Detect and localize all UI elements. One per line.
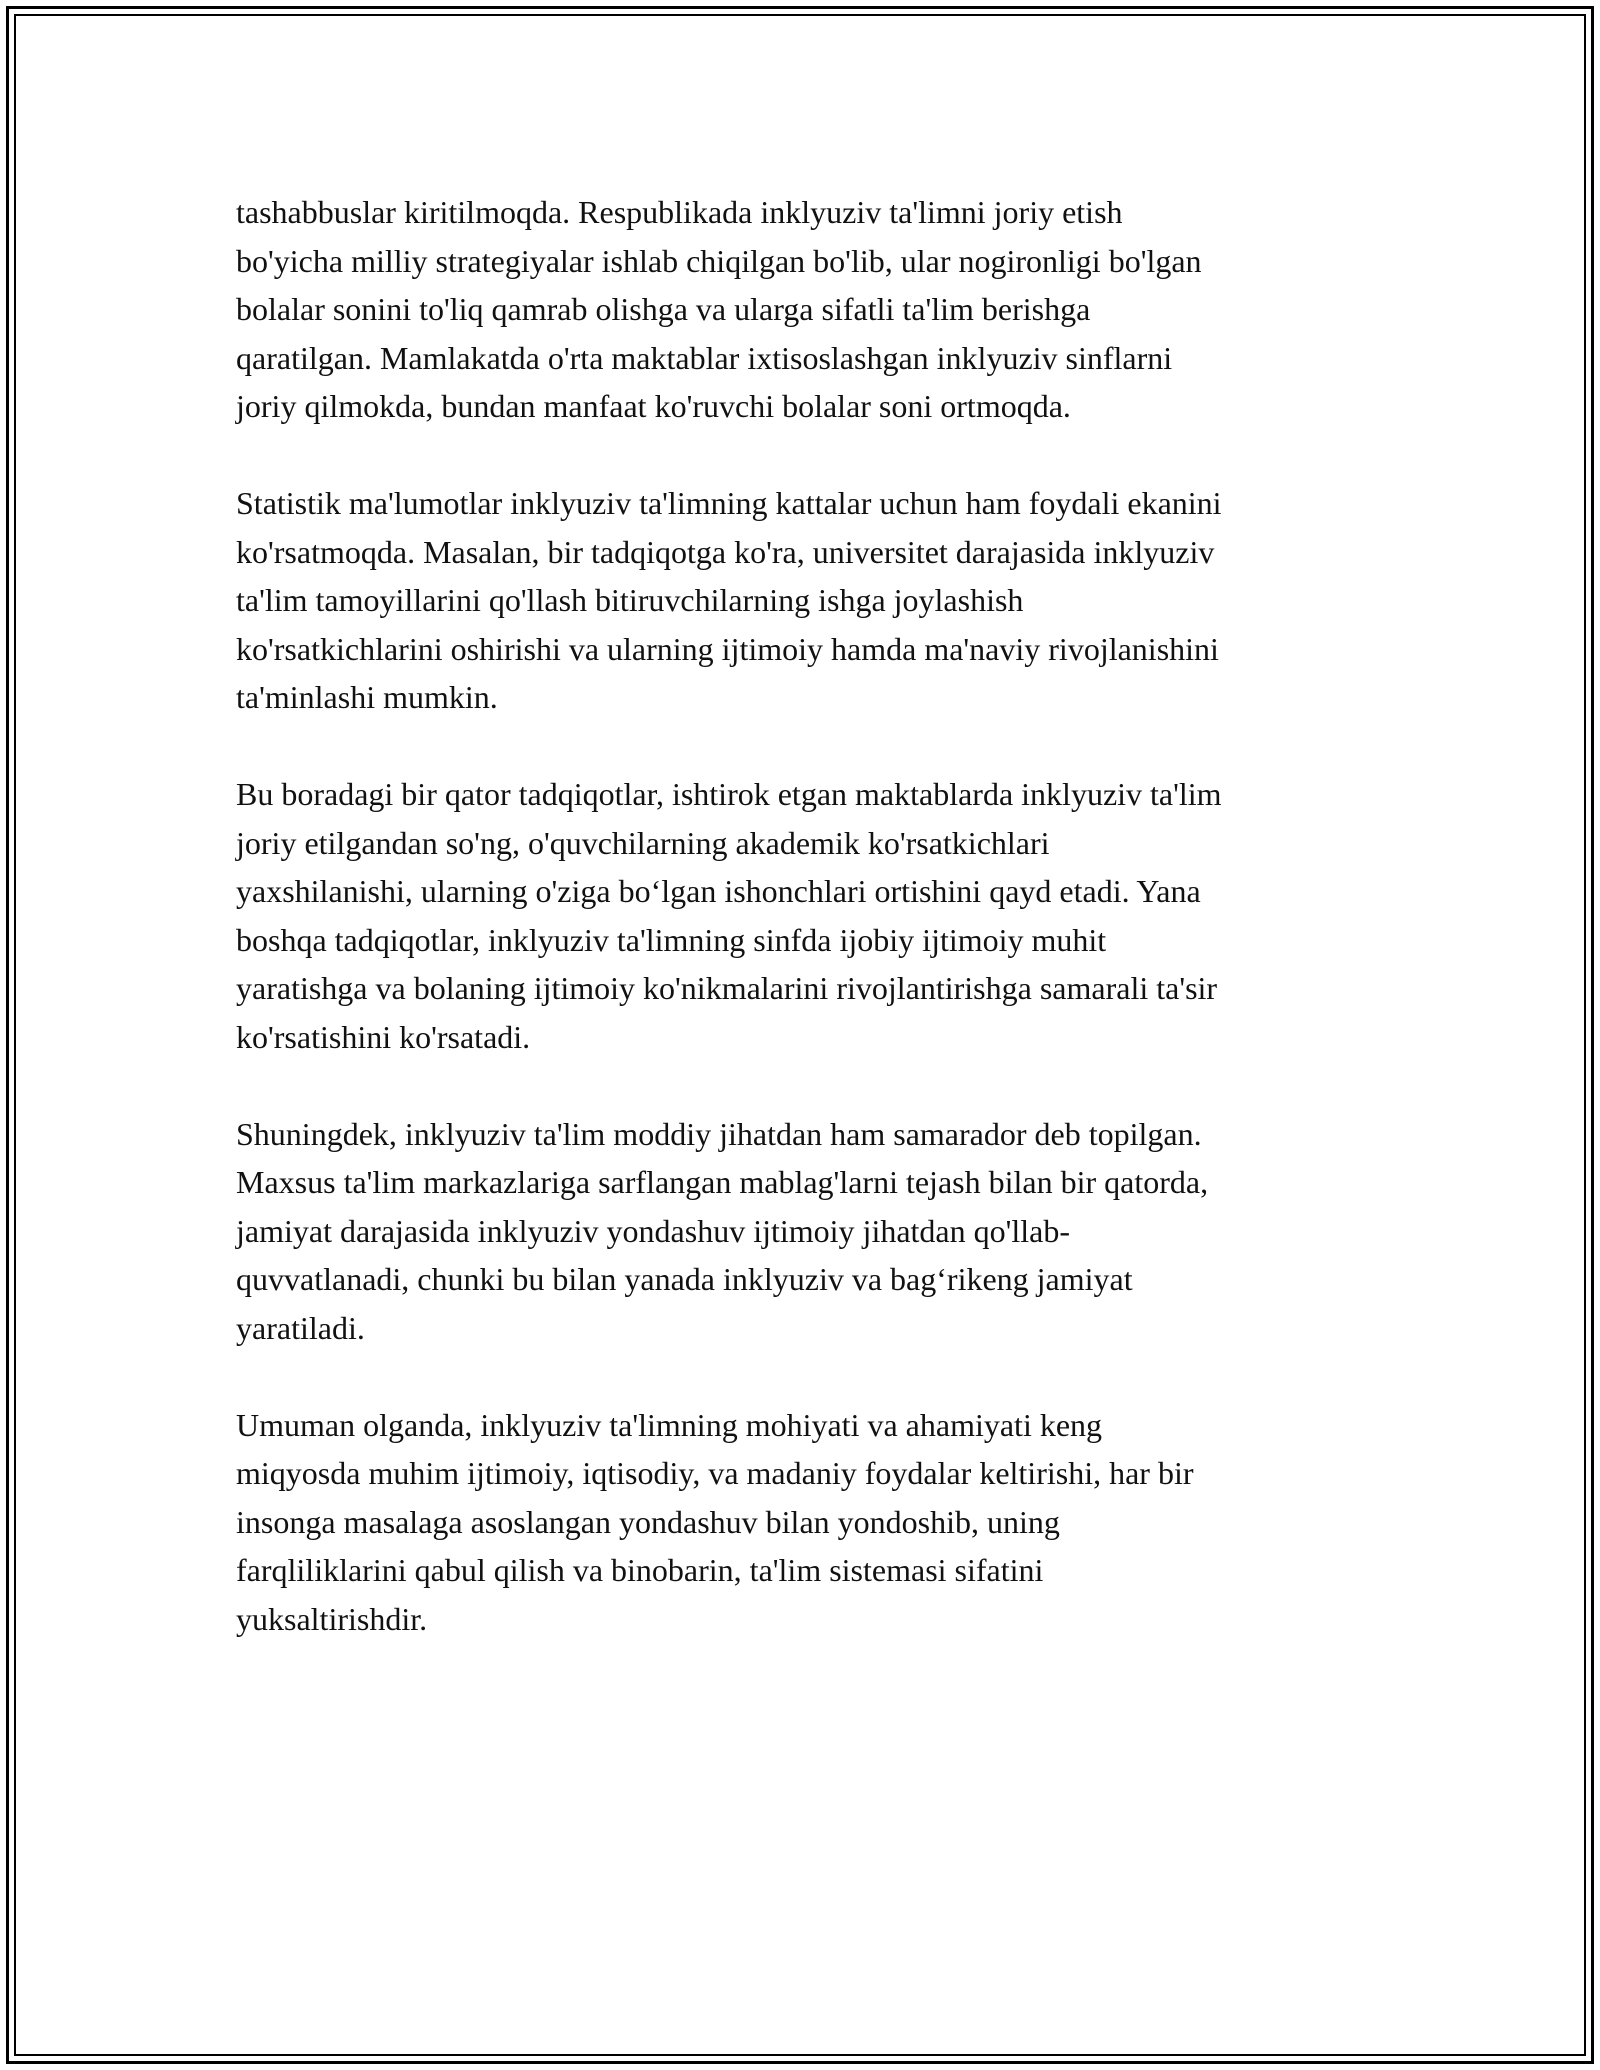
text-line: ta'minlashi mumkin. bbox=[236, 679, 498, 715]
text-line: bo'yicha milliy strategiyalar ishlab chiqilgan bo'lib, ular nogironligi bo'lgan bbox=[236, 242, 1202, 279]
text-line: bolalar sonini to'liq qamrab olishga va ularga sifatli ta'lim berishga bbox=[236, 291, 1091, 327]
text-line: Maxsus ta'lim markazlariga sarflangan mablag'larni tejash bilan bir qatorda, bbox=[236, 1164, 1209, 1200]
text-line: ko'rsatmoqda. Masalan, bir tadqiqotga ko'ra, universitet darajasida inklyuziv bbox=[236, 533, 1215, 570]
paragraph-5 bbox=[236, 1401, 1376, 1644]
text-line: insonga masalaga asoslangan yondashuv bilan yondoshib, uning bbox=[236, 1503, 1060, 1540]
text-line: tashabbuslar kiritilmoqda. Respublikada inklyuziv ta'limni joriy etish bbox=[236, 194, 1123, 230]
text-line: Statistik ma'lumotlar inklyuziv ta'limning kattalar uchun ham foydali ekanini bbox=[236, 485, 1222, 521]
text-line: ta'lim tamoyillarini qo'llash bitiruvchilarning ishga joylashish bbox=[236, 582, 1024, 618]
document-body bbox=[236, 188, 1376, 1692]
text-line: miqyosda muhim ijtimoiy, iqtisodiy, va madaniy foydalar keltirishi, har bir bbox=[236, 1455, 1194, 1491]
text-line: yuksaltirishdir. bbox=[236, 1600, 428, 1637]
paragraph-3 bbox=[236, 770, 1376, 1061]
text-line: qaratilgan. Mamlakatda o'rta maktablar ixtisoslashgan inklyuziv sinflarni bbox=[236, 339, 1173, 376]
text-line: joriy qilmokda, bundan manfaat ko'ruvchi bolalar soni ortmoqda. bbox=[236, 388, 1071, 424]
text-line: yaxshilanishi, ularning o'ziga bo‘lgan ishonchlari ortishini qayd etadi. Yana bbox=[236, 873, 1201, 909]
text-line: jamiyat darajasida inklyuziv yondashuv ijtimoiy jihatdan qo'llab- bbox=[236, 1212, 1071, 1249]
text-line: yaratiladi. bbox=[236, 1309, 365, 1346]
text-line: Umuman olganda, inklyuziv ta'limning mohiyati va ahamiyati keng bbox=[236, 1406, 1103, 1443]
text-line: quvvatlanadi, chunki bu bilan yanada inklyuziv va bag‘rikeng jamiyat bbox=[236, 1261, 1133, 1297]
paragraph-1 bbox=[236, 188, 1376, 431]
text-line: ko'rsatkichlarini oshirishi va ularning ijtimoiy hamda ma'naviy rivojlanishini bbox=[236, 630, 1219, 667]
text-line: yaratishga va bolaning ijtimoiy ko'nikmalarini rivojlantirishga samarali ta'sir bbox=[236, 970, 1218, 1006]
text-line: farqliliklarini qabul qilish va binobarin, ta'lim sistemasi sifatini bbox=[236, 1552, 1044, 1588]
text-line: ko'rsatishini ko'rsatadi. bbox=[236, 1018, 531, 1055]
text-line: Bu boradagi bir qator tadqiqotlar, ishtirok etgan maktablarda inklyuziv ta'lim bbox=[236, 776, 1222, 812]
text-line: Shuningdek, inklyuziv ta'lim moddiy jihatdan ham samarador deb topilgan. bbox=[236, 1115, 1202, 1152]
text-line: joriy etilgandan so'ng, o'quvchilarning akademik ko'rsatkichlari bbox=[236, 824, 1050, 861]
paragraph-4 bbox=[236, 1110, 1376, 1353]
paragraph-2 bbox=[236, 479, 1376, 722]
text-line: boshqa tadqiqotlar, inklyuziv ta'limning sinfda ijobiy ijtimoiy muhit bbox=[236, 921, 1107, 958]
